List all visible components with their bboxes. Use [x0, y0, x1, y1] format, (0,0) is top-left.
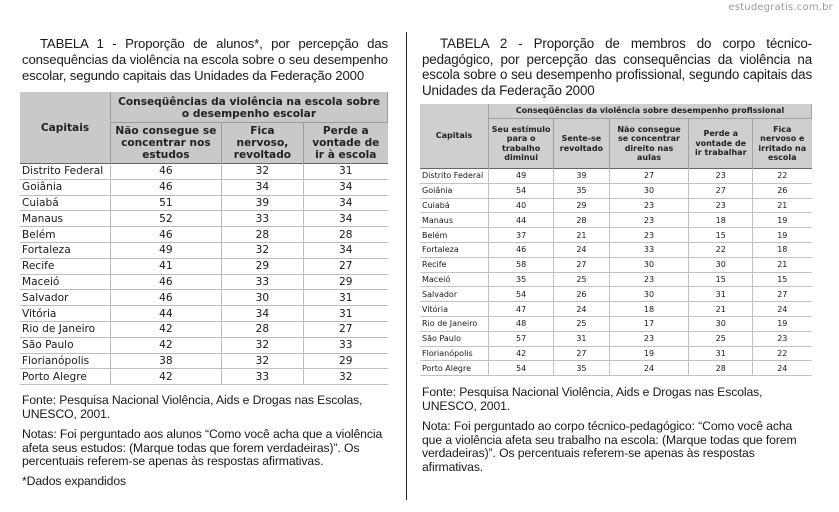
row-value-cell: 28 [689, 361, 753, 376]
row-value-cell: 34 [221, 179, 303, 195]
table-row [20, 258, 388, 274]
row-value-cell: 29 [304, 353, 388, 369]
row-value-cell: 23 [609, 272, 689, 287]
row-value-cell: 15 [753, 272, 812, 287]
row-city-cell: Manaus [420, 213, 489, 228]
row-value-cell: 23 [689, 169, 753, 184]
row-value-cell: 28 [221, 321, 303, 337]
table-row [420, 183, 812, 198]
row-value-cell: 48 [489, 316, 554, 331]
row-value-cell: 31 [304, 164, 388, 180]
table-row [420, 228, 812, 243]
row-value-cell: 34 [221, 306, 303, 322]
row-value-cell: 40 [489, 198, 554, 213]
table-1-col-header: Fica nervoso, revoltado [221, 123, 303, 164]
row-city-cell: Porto Alegre [20, 369, 111, 385]
row-city-cell: Recife [420, 257, 489, 272]
row-value-cell: 30 [689, 316, 753, 331]
row-value-cell: 58 [489, 257, 554, 272]
row-value-cell: 27 [304, 258, 388, 274]
row-value-cell: 49 [111, 242, 222, 258]
table-1-footnote: *Dados expandidos [22, 474, 127, 489]
table-1-body [20, 164, 388, 385]
row-city-cell: Maceió [20, 274, 111, 290]
row-city-cell: Goiânia [420, 183, 489, 198]
row-value-cell: 23 [609, 228, 689, 243]
row-city-cell: São Paulo [20, 337, 111, 353]
table-1-capitais-header: Capitais [20, 92, 111, 164]
row-value-cell: 35 [554, 183, 609, 198]
row-value-cell: 37 [489, 228, 554, 243]
row-value-cell: 31 [689, 287, 753, 302]
row-value-cell: 28 [554, 213, 609, 228]
table-1 [20, 92, 388, 385]
table-row [420, 169, 812, 184]
row-value-cell: 19 [753, 213, 812, 228]
row-value-cell: 23 [609, 213, 689, 228]
row-value-cell: 25 [554, 316, 609, 331]
row-city-cell: Goiânia [20, 179, 111, 195]
row-value-cell: 54 [489, 361, 554, 376]
row-value-cell: 44 [489, 213, 554, 228]
table-row [420, 287, 812, 302]
row-city-cell: Rio de Janeiro [420, 316, 489, 331]
row-city-cell: Florianópolis [420, 346, 489, 361]
table-row [20, 227, 388, 243]
row-value-cell: 17 [609, 316, 689, 331]
row-value-cell: 35 [489, 272, 554, 287]
row-value-cell: 46 [111, 227, 222, 243]
row-value-cell: 22 [753, 346, 812, 361]
row-city-cell: Maceió [420, 272, 489, 287]
table-2-source: Fonte: Pesquisa Nacional Violência, Aids e Drogas nas Escolas, UNESCO, 2001. [422, 385, 763, 413]
row-value-cell: 31 [304, 306, 388, 322]
row-value-cell: 42 [111, 337, 222, 353]
row-city-cell: São Paulo [420, 331, 489, 346]
row-value-cell: 15 [689, 272, 753, 287]
table-2-body [420, 169, 812, 376]
row-value-cell: 27 [554, 346, 609, 361]
row-value-cell: 25 [689, 331, 753, 346]
table-1-caption-text: TABELA 1 - Proporção de alunos*, por percepção das consequências da violência na escola sobre o seu desempenho escolar, segundo capitais das Unidades da Federação 2000 [22, 36, 388, 83]
row-city-cell: Vitória [420, 302, 489, 317]
table-row [20, 211, 388, 227]
row-value-cell: 30 [689, 257, 753, 272]
table-row [20, 321, 388, 337]
row-city-cell: Florianópolis [20, 353, 111, 369]
table-2-col-header: Sente-se revoltado [554, 119, 609, 169]
row-value-cell: 29 [554, 198, 609, 213]
row-value-cell: 27 [554, 257, 609, 272]
table-row [420, 302, 812, 317]
row-value-cell: 30 [221, 290, 303, 306]
row-value-cell: 46 [111, 274, 222, 290]
row-value-cell: 32 [221, 337, 303, 353]
table-2-notes [422, 386, 812, 475]
row-value-cell: 27 [689, 183, 753, 198]
table-2-caption [422, 36, 812, 98]
table-2-group-header: Conseqüências da violência sobre desempenho profissional [489, 104, 812, 119]
table-row [420, 316, 812, 331]
row-value-cell: 42 [489, 346, 554, 361]
row-city-cell: Distrito Federal [20, 164, 111, 180]
row-value-cell: 54 [489, 183, 554, 198]
row-value-cell: 33 [221, 369, 303, 385]
table-row [20, 179, 388, 195]
row-value-cell: 25 [554, 272, 609, 287]
table-row [20, 353, 388, 369]
table-1-note: Notas: Foi perguntado aos alunos “Como você acha que a violência afeta seus estudos: (Marque todas que forem verdadeiras)”. Os percentuais referem-se apenas às respostas afirmativas. [22, 426, 383, 469]
row-value-cell: 34 [304, 195, 388, 211]
table-row [420, 272, 812, 287]
row-value-cell: 19 [753, 316, 812, 331]
row-city-cell: Manaus [20, 211, 111, 227]
row-value-cell: 22 [689, 242, 753, 257]
row-value-cell: 34 [304, 242, 388, 258]
row-value-cell: 23 [609, 198, 689, 213]
row-city-cell: Cuiabá [420, 198, 489, 213]
row-value-cell: 32 [221, 242, 303, 258]
row-value-cell: 21 [753, 257, 812, 272]
table-row [420, 198, 812, 213]
table-1-col-header: Não consegue se concentrar nos estudos [111, 123, 222, 164]
row-value-cell: 44 [111, 306, 222, 322]
table-1-panel [20, 32, 388, 495]
row-value-cell: 32 [221, 353, 303, 369]
table-2-col-header: Não consegue se concentrar direito nas aulas [609, 119, 689, 169]
row-value-cell: 46 [111, 179, 222, 195]
row-value-cell: 27 [609, 169, 689, 184]
table-2-panel [420, 32, 812, 481]
table-row [420, 361, 812, 376]
site-watermark: estudegratis.com.br [728, 2, 833, 13]
table-1-notes [22, 394, 388, 489]
row-city-cell: Fortaleza [20, 242, 111, 258]
row-value-cell: 26 [554, 287, 609, 302]
row-value-cell: 49 [489, 169, 554, 184]
row-value-cell: 24 [554, 242, 609, 257]
row-value-cell: 46 [489, 242, 554, 257]
row-value-cell: 47 [489, 302, 554, 317]
row-value-cell: 18 [753, 242, 812, 257]
table-row [20, 337, 388, 353]
table-row [420, 346, 812, 361]
table-2-caption-text: TABELA 2 - Proporção de membros do corpo técnico-pedagógico, por percepção das consequências da violência na escola sobre o seu desempenho profissional, segundo capitais das Unidades da Federação 2000 [422, 36, 812, 98]
row-value-cell: 46 [111, 164, 222, 180]
row-value-cell: 31 [304, 290, 388, 306]
row-value-cell: 15 [689, 228, 753, 243]
row-city-cell: Distrito Federal [420, 169, 489, 184]
row-value-cell: 19 [609, 346, 689, 361]
table-1-caption [22, 36, 388, 84]
row-value-cell: 28 [304, 227, 388, 243]
row-value-cell: 33 [221, 274, 303, 290]
table-2 [420, 104, 812, 376]
table-1-source: Fonte: Pesquisa Nacional Violência, Aids e Drogas nas Escolas, UNESCO, 2001. [22, 393, 363, 421]
row-value-cell: 27 [753, 287, 812, 302]
table-row [20, 369, 388, 385]
table-row [420, 257, 812, 272]
table-2-col-header: Seu estímulo para o trabalho diminui [489, 119, 554, 169]
row-value-cell: 26 [753, 183, 812, 198]
table-row [20, 164, 388, 180]
table-2-col-header: Perde a vontade de ir trabalhar [689, 119, 753, 169]
row-value-cell: 30 [609, 257, 689, 272]
row-city-cell: Vitória [20, 306, 111, 322]
row-value-cell: 21 [689, 302, 753, 317]
row-value-cell: 35 [554, 361, 609, 376]
row-value-cell: 38 [111, 353, 222, 369]
table-row [20, 274, 388, 290]
row-value-cell: 33 [221, 211, 303, 227]
column-divider [406, 32, 407, 500]
row-value-cell: 29 [221, 258, 303, 274]
row-value-cell: 33 [609, 242, 689, 257]
table-row [20, 195, 388, 211]
row-value-cell: 51 [111, 195, 222, 211]
table-row [420, 242, 812, 257]
row-value-cell: 39 [554, 169, 609, 184]
row-value-cell: 39 [221, 195, 303, 211]
row-value-cell: 30 [609, 183, 689, 198]
row-value-cell: 31 [689, 346, 753, 361]
table-2-note: Nota: Foi perguntado ao corpo técnico-pedagógico: “Como você acha que a violência afeta seu trabalho na escola: (Marque todas que forem verdadeiras)”. Os percentuais referem-se apenas às respostas afirmativas. [422, 418, 797, 475]
row-value-cell: 24 [609, 361, 689, 376]
row-value-cell: 24 [753, 302, 812, 317]
row-value-cell: 42 [111, 369, 222, 385]
row-value-cell: 31 [554, 331, 609, 346]
table-row [420, 213, 812, 228]
row-value-cell: 19 [753, 228, 812, 243]
row-value-cell: 32 [221, 164, 303, 180]
row-value-cell: 23 [753, 331, 812, 346]
row-city-cell: Porto Alegre [420, 361, 489, 376]
row-value-cell: 41 [111, 258, 222, 274]
table-2-capitais-header: Capitais [420, 104, 489, 169]
row-value-cell: 18 [689, 213, 753, 228]
row-value-cell: 23 [609, 331, 689, 346]
row-value-cell: 33 [304, 337, 388, 353]
table-row [20, 242, 388, 258]
table-2-col-header: Fica nervoso e irritado na escola [753, 119, 812, 169]
row-value-cell: 54 [489, 287, 554, 302]
row-value-cell: 57 [489, 331, 554, 346]
row-value-cell: 18 [609, 302, 689, 317]
row-value-cell: 29 [304, 274, 388, 290]
table-row [420, 331, 812, 346]
table-1-col-header: Perde a vontade de ir à escola [304, 123, 388, 164]
row-city-cell: Fortaleza [420, 242, 489, 257]
row-city-cell: Salvador [420, 287, 489, 302]
row-value-cell: 21 [753, 198, 812, 213]
row-value-cell: 34 [304, 179, 388, 195]
row-value-cell: 42 [111, 321, 222, 337]
row-city-cell: Belém [420, 228, 489, 243]
row-value-cell: 22 [753, 169, 812, 184]
table-1-group-header: Conseqüências da violência na escola sobre o desempenho escolar [111, 92, 388, 123]
row-value-cell: 34 [304, 211, 388, 227]
row-value-cell: 24 [753, 361, 812, 376]
row-city-cell: Salvador [20, 290, 111, 306]
row-city-cell: Recife [20, 258, 111, 274]
table-row [20, 290, 388, 306]
row-city-cell: Belém [20, 227, 111, 243]
row-value-cell: 52 [111, 211, 222, 227]
row-value-cell: 21 [554, 228, 609, 243]
row-value-cell: 30 [609, 287, 689, 302]
row-value-cell: 28 [221, 227, 303, 243]
table-row [20, 306, 388, 322]
row-value-cell: 24 [554, 302, 609, 317]
row-value-cell: 32 [304, 369, 388, 385]
row-value-cell: 46 [111, 290, 222, 306]
row-value-cell: 23 [689, 198, 753, 213]
row-value-cell: 27 [304, 321, 388, 337]
row-city-cell: Rio de Janeiro [20, 321, 111, 337]
row-city-cell: Cuiabá [20, 195, 111, 211]
